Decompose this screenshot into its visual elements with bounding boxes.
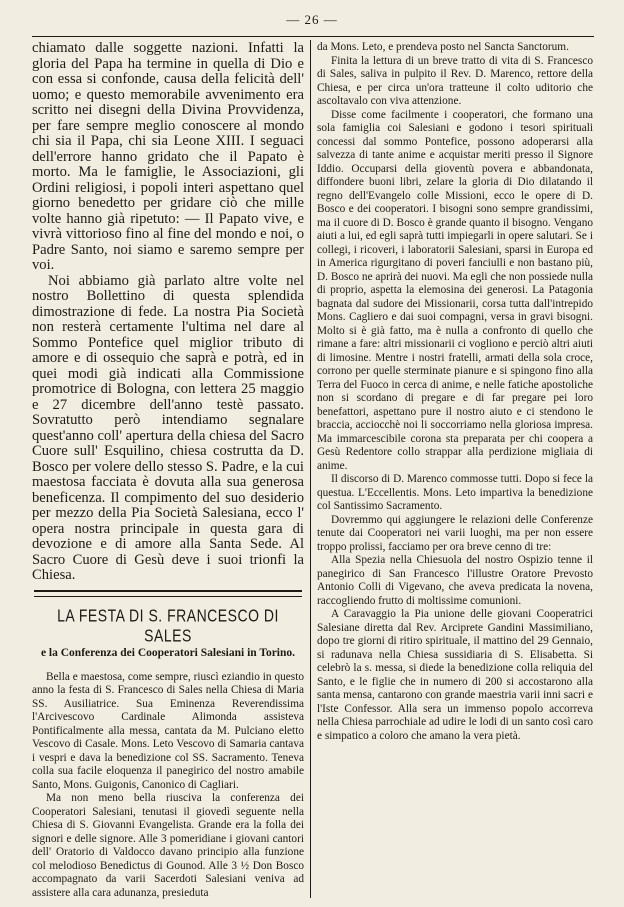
paragraph: Ma non meno bella riusciva la conferenza dei Cooperatori Salesiani, tenutasi il giovedì seguente nella Chiesa di S. Giovanni Evangelista. Grande era la folla dei signori e delle signore. Alle 3 pomeridiane i giovani cantori dell' Oratorio di Valdocco davano principio alla funzione col melodioso Benedictus di Gounod. Alle 3 ½ Don Bosco accompagnato da varii Sacerdoti Salesiani veniva ad assistere alla cara adunanza, presieduta <box>32 792 304 899</box>
header-rule <box>32 36 594 37</box>
article-body <box>32 671 304 900</box>
right-column <box>317 41 593 899</box>
page-number: — 26 — <box>286 12 338 27</box>
paragraph: Noi abbiamo già parlato altre volte nel nostro Bollettino di questa splendida dimostrazione di fede. La nostra Pia Società non resterà certamente l'ultima nel dare al Sommo Pontefice quel miglior tributo di amore e di ossequio che saprà e potrà, ed in quei modi già indicati alla Commissione promotrice di Bologna, con lettera 25 maggio e 27 dicembre dell'anno testè passato. Sovratutto però intendiamo segnalare quest'anno coll' apertura della chiesa del Sacro Cuore sull' Esquilino, chiesa costrutta da D. Bosco per volere dello stesso S. Padre, e la cui maestosa facciata è dovuta alla sua generosa beneficenza. Il compimento del suo desiderio per mezzo della Pia Società Salesiana, ecco l' opera nostra principale in questa gara di devozione e di amore alla Santa Sede. Al Sacro Cuore di Gesù deve i suoi trionfi la Chiesa. <box>32 272 304 583</box>
paragraph: Disse come facilmente i cooperatori, che formano una sola famiglia coi Salesiani e godono i tesori spirituali concessi dal sommo Pontefice, possono adoperarsi alla salvezza di tante anime e acquistar meriti presso il Signore Iddio. Occuparsi della gioventù povera e abbandonata, diffondere buoni libri, zelare la gloria di Dio dilatando il regno dell'Evangelo colle Missioni, ecco le opere di D. Bosco e dei cooperatori. I bisogni sono sempre grandissimi, ma il cuore di D. Bosco è grande quanto il bisogno. Vengano aiuti a lui, ed egli saprà tutti impiegarli in opere salutari. Se i collegi, i ricoveri, i laboratorii Salesiani, sparsi in Europa ed in America rigurgitano di poveri fanciulli e non bastano più, D. Bosco ne aprirà dei nuovi. Ma egli che non possiede nulla di proprio, aspetta la elemosina dei generosi. La Patagonia bagnata dal sudore dei Missionarii, corsa tutta dall'intrepido Mons. Cagliero e dai suoi compagni, versa in gravi bisogni. Molto si è già fatto, ma è nulla a confronto di quello che rimane a fare: altri missionarii ci vogliono e perciò altri aiuti di limosine. Mentre i nostri fratelli, armati della sola croce, corrono per quelle sterminate pianure e si spingono fino alla Terra del Fuoco in cerca di anime, e nelle fatiche apostoliche non si scordano di pregare e di far pregare pei loro benefattori, aspettano pure il nostro aiuto e ci stendono le braccia, acciocchè noi li soccorriamo nella gloriosa impresa. Ma immarcescibile corona sta preparata per chi coopera a Gesù Redentore collo strappar alla perdizione migliaia di anime. <box>317 108 593 472</box>
paragraph: da Mons. Leto, e prendeva posto nel Sancta Sanctorum. <box>317 41 569 53</box>
section-separator <box>34 590 302 597</box>
paragraph: Alla Spezia nella Chiesuola del nostro Ospizio tenne il panegirico di San Francesco l'illustre Oratore Prevosto Antonio Colli di Vigevano, che aveva predicata la novena, raccogliendo frutto di moltissime comunioni. <box>317 554 593 607</box>
paragraph: Dovremmo qui aggiungere le relazioni delle Conferenze tenute dai Cooperatori nei varii luoghi, ma per non essere troppo prolissi, facciamo per ora breve cenno di tre: <box>317 513 593 553</box>
paragraph: chiamato dalle soggette nazioni. Infatti la gloria del Papa ha termine in quella di Dio e con essa si confonde, causa della felicità dell' uomo; e questo memorabile avvenimento era scritto nei disegni della Divina Provvidenza, per fare sempre meglio conoscere al mondo chi sia il Papa, chi sia Leone XIII. I seguaci dell'errore hanno gridato che il Papato è morto. Ma le famiglie, le Associazioni, gli Ordini religiosi, i popoli interi aspettano quel giorno benedetto per gridare ciò che mille volte hanno già ripetuto: — Il Papato vive, e vivrà vittorioso fino al fine del mondo e noi, o Padre Santo, noi siamo e saremo sempre per voi. <box>32 41 304 273</box>
paragraph: Finita la lettura di un breve tratto di vita di S. Francesco di Sales, saliva in pulpito il Rev. D. Marenco, rettore della Chiesa, e per circa un'ora tratteune il colto uditorio che ascoltavalo con viva attenzione. <box>317 54 593 107</box>
left-column <box>32 41 304 899</box>
paragraph: Il discorso di D. Marenco commosse tutti. Dopo si fece la questua. L'Eccellentis. Mons. Leto impartiva la benedizione col Santissimo Sacramento. <box>317 473 593 512</box>
paragraph: Bella e maestosa, come sempre, riuscì eziandio in questo anno la festa di S. Francesco di Sales nella Chiesa di Maria SS. Ausiliatrice. Sua Eminenza Reverendissima l'Arcivescovo Cardinale Alimonda assisteva Pontificalmente alla messa, cantata da M. Pulciano eletto Vescovo di Casale. Mons. Leto Vescovo di Samaria cantava i vespri e dava la benedizione col SS. Sacramento. Teneva colla sua facile eloquenza il panegirico del nostro amabile Santo, Mons. Guigonis, Canonico di Cagliari. <box>32 670 304 791</box>
article-heading: LA FESTA DI S. FRANCESCO DI SALES <box>57 604 279 645</box>
column-divider <box>310 40 311 898</box>
editorial-section <box>32 41 304 584</box>
article-subheading: e la Conferenza dei Cooperatori Salesiani in Torino. <box>40 646 296 659</box>
paragraph: A Caravaggio la Pia unione delle giovani Cooperatrici Salesiane diretta dal Rev. Arciprete Gandini Massimiliano, dopo tre giorni di ritiro spirituale, il mattino del 29 Gennaio, si radunava nella Chiesa sussidiaria di S. Elisabetta. Si celebrò la s. messa, si diede la benedizione colla reliquia del Santo, e le figlie che in numero di 200 si accostarono alla santa mensa, cantarono con grande maestria varii inni sacri e l'Iste Confessor. Alla sera un immenso popolo accorreva nella Chiesa parrochiale ad udire le lodi di un santo così caro e simpatico a coloro che amano la vera pietà. <box>317 608 593 742</box>
